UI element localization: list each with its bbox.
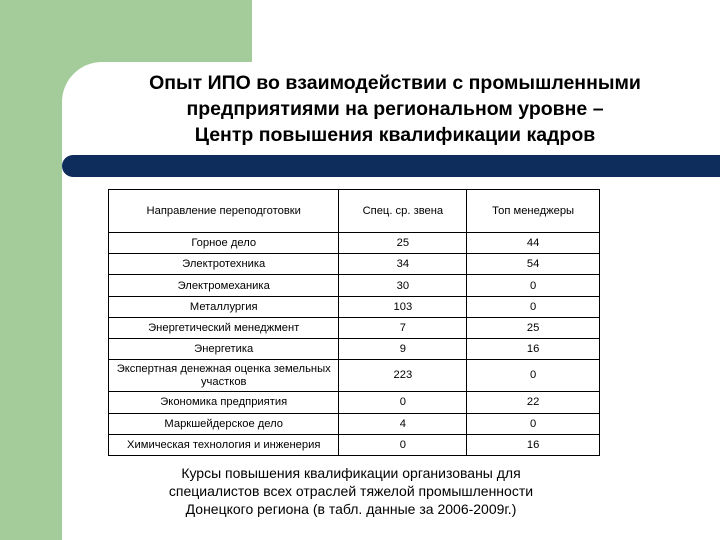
table-row [109, 434, 600, 455]
row-direction: Маркшейдерское дело [109, 413, 339, 434]
row-mid-level-count: 7 [339, 317, 467, 338]
row-top-manager-count: 44 [467, 233, 600, 254]
table-row [109, 233, 600, 254]
table-row [109, 317, 600, 338]
row-top-manager-count: 0 [467, 413, 600, 434]
row-direction: Экономика предприятия [109, 392, 339, 413]
slide-title [70, 70, 720, 148]
footer-line-1: Курсы повышения квалификации организованы для [181, 465, 521, 481]
row-top-manager-count: 16 [467, 434, 600, 455]
row-mid-level-count: 223 [339, 360, 467, 392]
row-direction: Энергетика [109, 339, 339, 360]
courses-table [108, 189, 600, 456]
row-mid-level-count: 0 [339, 434, 467, 455]
table-row [109, 360, 600, 392]
row-mid-level-count: 25 [339, 233, 467, 254]
decorative-bar [62, 155, 720, 177]
title-line-3: Центр повышения квалификации кадров [194, 124, 596, 146]
header-direction: Направление переподготовки [109, 190, 339, 233]
row-top-manager-count: 16 [467, 339, 600, 360]
row-direction: Химическая технология и инженерия [109, 434, 339, 455]
row-direction: Экспертная денежная оценка земельных участков [109, 360, 339, 392]
title-line-1: Опыт ИПО во взаимодействии с промышленными [149, 72, 641, 94]
header-mid-level-specialists: Спец. ср. звена [339, 190, 467, 233]
table-header-row [109, 190, 600, 233]
row-mid-level-count: 30 [339, 275, 467, 296]
row-direction: Электромеханика [109, 275, 339, 296]
row-direction: Электротехника [109, 254, 339, 275]
row-mid-level-count: 9 [339, 339, 467, 360]
footer-note [110, 464, 592, 518]
row-mid-level-count: 34 [339, 254, 467, 275]
row-top-manager-count: 0 [467, 296, 600, 317]
footer-line-3: Донецкого региона (в табл. данные за 2006-2009г.) [185, 501, 517, 517]
row-direction: Металлургия [109, 296, 339, 317]
row-mid-level-count: 0 [339, 392, 467, 413]
row-direction: Энергетический менеджмент [109, 317, 339, 338]
row-mid-level-count: 4 [339, 413, 467, 434]
table-row [109, 254, 600, 275]
row-top-manager-count: 0 [467, 360, 600, 392]
table-row [109, 275, 600, 296]
row-top-manager-count: 54 [467, 254, 600, 275]
table-row [109, 413, 600, 434]
row-mid-level-count: 103 [339, 296, 467, 317]
row-direction: Горное дело [109, 233, 339, 254]
title-line-2: предприятиями на региональном уровне – [186, 98, 604, 120]
row-top-manager-count: 25 [467, 317, 600, 338]
footer-line-2: специалистов всех отраслей тяжелой промышленности [168, 483, 534, 499]
row-top-manager-count: 22 [467, 392, 600, 413]
row-top-manager-count: 0 [467, 275, 600, 296]
table-row [109, 296, 600, 317]
header-top-managers: Топ менеджеры [467, 190, 600, 233]
table-row [109, 392, 600, 413]
background-green-strip [0, 0, 62, 540]
table-row [109, 339, 600, 360]
